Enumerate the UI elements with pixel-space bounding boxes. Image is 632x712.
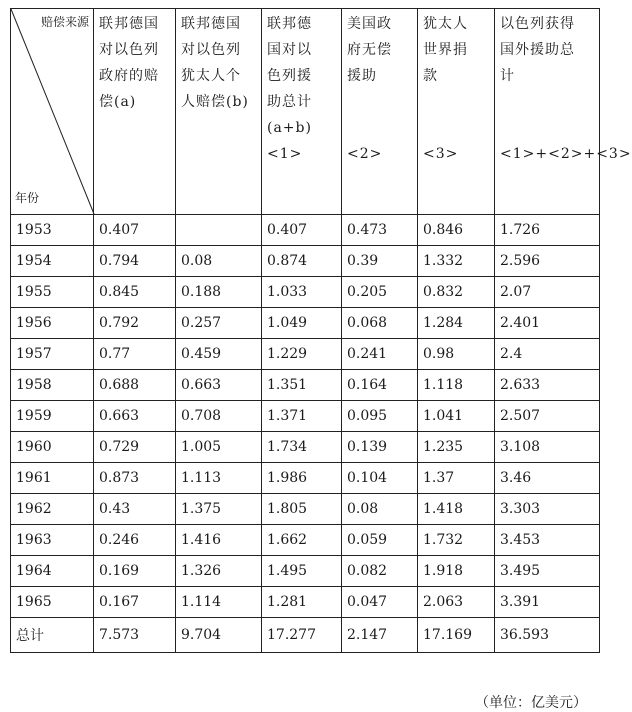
year-cell: 1959 — [11, 401, 94, 432]
value-cell: 1.918 — [418, 556, 495, 587]
header-line: 款 — [423, 68, 438, 84]
value-cell: 3.303 — [495, 494, 600, 525]
value-cell: 0.43 — [94, 494, 176, 525]
value-cell: 1.033 — [262, 277, 342, 308]
header-line: 国对以 — [267, 42, 312, 58]
table-row — [11, 556, 600, 587]
value-cell: 2.4 — [495, 339, 600, 370]
header-line: 国外援助总 — [500, 42, 575, 58]
value-cell: 1.229 — [262, 339, 342, 370]
header-cell-b — [176, 9, 262, 215]
header-line: 援助 — [347, 68, 377, 84]
header-line: 偿(a) — [99, 94, 137, 110]
total-value: 7.573 — [94, 618, 176, 653]
value-cell: 1.326 — [176, 556, 262, 587]
year-cell: 1956 — [11, 308, 94, 339]
value-cell: 0.663 — [94, 401, 176, 432]
value-cell: 0.059 — [342, 525, 418, 556]
table-row — [11, 494, 600, 525]
value-cell: 0.08 — [342, 494, 418, 525]
value-cell: 1.495 — [262, 556, 342, 587]
header-line: 府无偿 — [347, 42, 392, 58]
header-line: 犹太人 — [423, 16, 468, 32]
table-row — [11, 432, 600, 463]
header-line: <3> — [423, 146, 459, 162]
value-cell: 3.108 — [495, 432, 600, 463]
value-cell: 1.418 — [418, 494, 495, 525]
header-line: 人赔偿(b) — [181, 94, 249, 110]
table-row — [11, 308, 600, 339]
diagonal-line — [11, 9, 94, 214]
header-line: <1> — [267, 146, 303, 162]
value-cell: 0.139 — [342, 432, 418, 463]
value-cell: 0.845 — [94, 277, 176, 308]
header-line: 计 — [500, 68, 515, 84]
value-cell: 0.205 — [342, 277, 418, 308]
value-cell: 0.246 — [94, 525, 176, 556]
total-label: 总计 — [11, 618, 94, 653]
value-cell: 0.169 — [94, 556, 176, 587]
header-line: 联邦德国 — [181, 16, 241, 32]
header-line — [500, 89, 596, 115]
value-cell: 0.047 — [342, 587, 418, 618]
total-value: 17.169 — [418, 618, 495, 653]
value-cell: 0.729 — [94, 432, 176, 463]
table-body — [11, 215, 600, 653]
value-cell: 0.663 — [176, 370, 262, 401]
value-cell: 0.792 — [94, 308, 176, 339]
header-line — [423, 89, 491, 115]
value-cell: 1.805 — [262, 494, 342, 525]
year-cell: 1955 — [11, 277, 94, 308]
header-line — [423, 115, 491, 141]
value-cell: 2.401 — [495, 308, 600, 339]
value-cell: 0.794 — [94, 246, 176, 277]
value-cell: 3.453 — [495, 525, 600, 556]
header-cell-jewish — [418, 9, 495, 215]
value-cell: 1.375 — [176, 494, 262, 525]
value-cell: 3.495 — [495, 556, 600, 587]
value-cell: 0.407 — [94, 215, 176, 246]
value-cell: 2.07 — [495, 277, 600, 308]
value-cell: 2.596 — [495, 246, 600, 277]
total-value: 36.593 — [495, 618, 600, 653]
table-row — [11, 370, 600, 401]
unit-note: （单位：亿美元） — [475, 695, 587, 711]
value-cell: 1.118 — [418, 370, 495, 401]
table-row — [11, 246, 600, 277]
value-cell: 2.633 — [495, 370, 600, 401]
header-line: 联邦德 — [267, 16, 312, 32]
value-cell: 0.39 — [342, 246, 418, 277]
year-cell: 1962 — [11, 494, 94, 525]
value-cell: 1.005 — [176, 432, 262, 463]
value-cell: 0.167 — [94, 587, 176, 618]
value-cell: 1.351 — [262, 370, 342, 401]
header-line: 对以色列 — [181, 42, 241, 58]
header-line: 对以色列 — [99, 42, 159, 58]
total-value: 2.147 — [342, 618, 418, 653]
total-value: 9.704 — [176, 618, 262, 653]
value-cell: 1.049 — [262, 308, 342, 339]
value-cell: 0.188 — [176, 277, 262, 308]
table-row — [11, 401, 600, 432]
header-line: 政府的赔 — [99, 68, 159, 84]
document — [10, 8, 632, 711]
year-cell: 1961 — [11, 463, 94, 494]
value-cell: 0.459 — [176, 339, 262, 370]
value-cell: 0.095 — [342, 401, 418, 432]
value-cell: 0.874 — [262, 246, 342, 277]
value-cell: 0.257 — [176, 308, 262, 339]
year-cell: 1965 — [11, 587, 94, 618]
value-cell: 0.082 — [342, 556, 418, 587]
value-cell: 0.873 — [94, 463, 176, 494]
value-cell: 0.98 — [418, 339, 495, 370]
value-cell: 0.407 — [262, 215, 342, 246]
year-cell: 1960 — [11, 432, 94, 463]
value-cell: 1.235 — [418, 432, 495, 463]
value-cell: 3.46 — [495, 463, 600, 494]
value-cell: 1.041 — [418, 401, 495, 432]
header-line: <1>+<2>+<3> — [500, 146, 632, 162]
corner-label-source: 赔偿来源 — [40, 15, 89, 29]
value-cell: 1.986 — [262, 463, 342, 494]
value-cell: 0.104 — [342, 463, 418, 494]
value-cell: 2.507 — [495, 401, 600, 432]
header-line: 美国政 — [347, 16, 392, 32]
value-cell: 0.688 — [94, 370, 176, 401]
total-value: 17.277 — [262, 618, 342, 653]
header-row — [11, 9, 600, 215]
year-cell: 1957 — [11, 339, 94, 370]
header-line: <2> — [347, 146, 383, 162]
value-cell: 1.37 — [418, 463, 495, 494]
value-cell: 0.77 — [94, 339, 176, 370]
value-cell: 1.332 — [418, 246, 495, 277]
header-line — [347, 89, 414, 115]
year-cell: 1954 — [11, 246, 94, 277]
value-cell: 0.068 — [342, 308, 418, 339]
corner-label-year: 年份 — [15, 191, 40, 205]
header-line: 犹太人个 — [181, 68, 241, 84]
value-cell: 1.113 — [176, 463, 262, 494]
value-cell: 1.662 — [262, 525, 342, 556]
table-row — [11, 463, 600, 494]
aid-table — [10, 8, 632, 653]
header-line — [347, 115, 414, 141]
table-row — [11, 277, 600, 308]
header-line: 以色列获得 — [500, 16, 575, 32]
year-cell: 1963 — [11, 525, 94, 556]
value-cell: 2.063 — [418, 587, 495, 618]
table-row — [11, 339, 600, 370]
year-cell: 1953 — [11, 215, 94, 246]
table-row — [11, 525, 600, 556]
value-cell: 1.371 — [262, 401, 342, 432]
corner-cell — [11, 9, 94, 215]
year-cell: 1964 — [11, 556, 94, 587]
header-cell-us — [342, 9, 418, 215]
header-cell-a — [94, 9, 176, 215]
value-cell: 1.284 — [418, 308, 495, 339]
value-cell: 1.416 — [176, 525, 262, 556]
value-cell: 1.281 — [262, 587, 342, 618]
year-cell: 1958 — [11, 370, 94, 401]
value-cell — [176, 215, 262, 246]
header-line: 联邦德国 — [99, 16, 159, 32]
value-cell: 0.08 — [176, 246, 262, 277]
header-line: 世界捐 — [423, 42, 468, 58]
header-line: 助总计 — [267, 94, 312, 110]
header-line — [500, 115, 596, 141]
value-cell: 0.832 — [418, 277, 495, 308]
total-row — [11, 618, 600, 653]
value-cell: 0.473 — [342, 215, 418, 246]
value-cell: 0.846 — [418, 215, 495, 246]
value-cell: 1.734 — [262, 432, 342, 463]
header-line: (a+b) — [267, 120, 312, 136]
header-line: 色列援 — [267, 68, 312, 84]
value-cell: 0.241 — [342, 339, 418, 370]
header-cell-ab — [262, 9, 342, 215]
value-cell: 0.708 — [176, 401, 262, 432]
table-row — [11, 587, 600, 618]
value-cell: 1.114 — [176, 587, 262, 618]
value-cell: 0.164 — [342, 370, 418, 401]
value-cell: 3.391 — [495, 587, 600, 618]
table-row — [11, 215, 600, 246]
value-cell: 1.726 — [495, 215, 600, 246]
value-cell: 1.732 — [418, 525, 495, 556]
header-cell-total — [495, 9, 632, 215]
